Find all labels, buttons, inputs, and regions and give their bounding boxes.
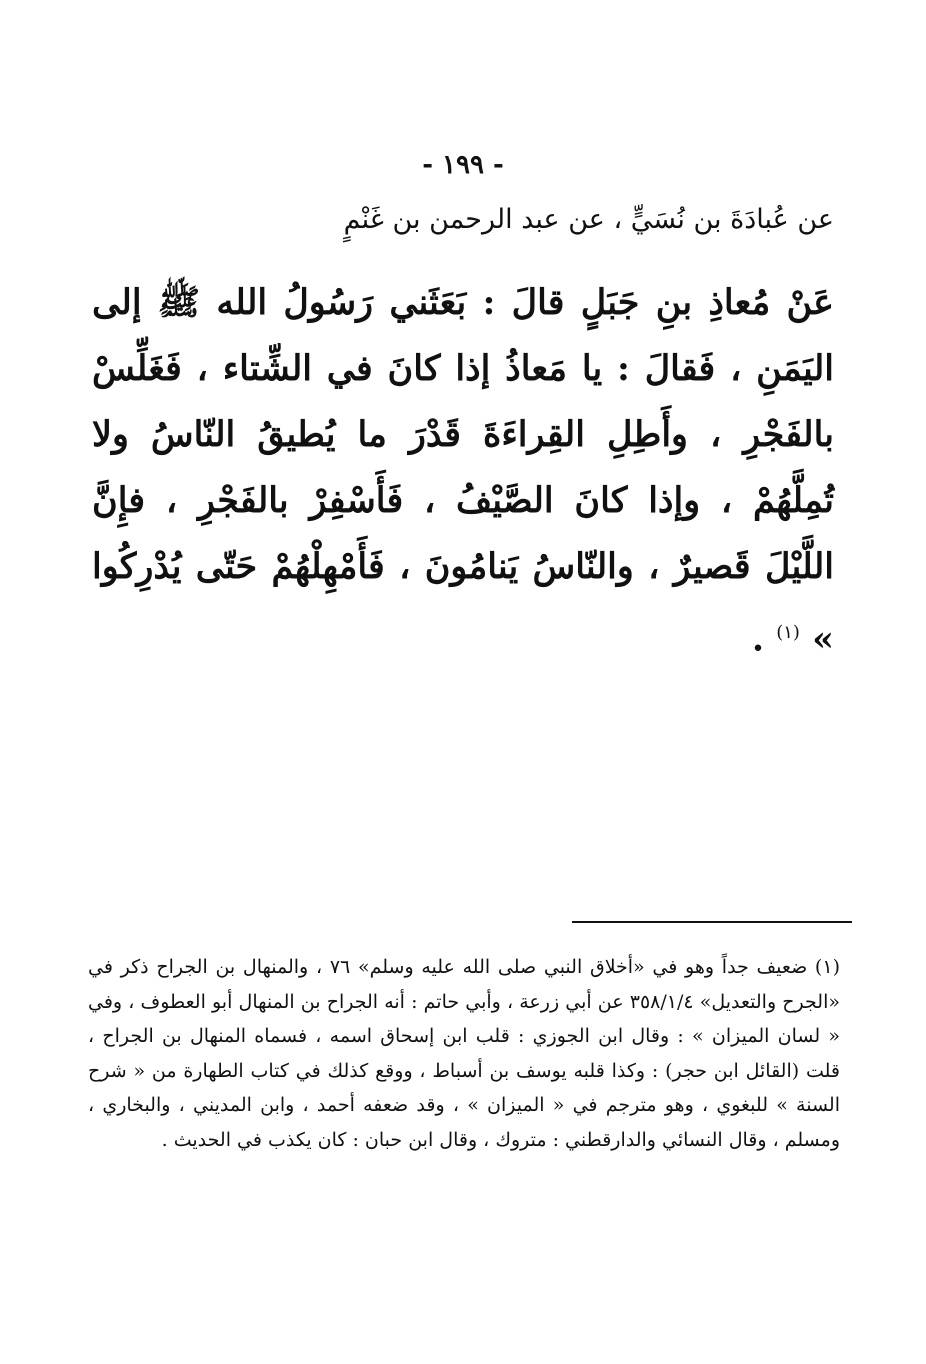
footnote-divider <box>572 921 852 923</box>
page-number: - ١٩٩ - <box>422 150 504 180</box>
isnad-line: عن عُبادَةَ بن نُسَيٍّ ، عن عبد الرحمن بن غَنْمٍ <box>343 204 834 235</box>
hadith-end: . <box>751 618 777 660</box>
hadith-text <box>92 270 834 673</box>
footnote-marker: (١) <box>776 622 800 643</box>
footnote: (١) ضعيف جداً وهو في «أخلاق النبي صلى الله عليه وسلم» ٧٦ ، والمنهال بن الجراح ذكر في «الجرح والتعديل» ٣٥٨/١/٤ عن أبي زرعة ، وأبي حاتم : أنه الجراح بن المنهال أبو العطوف ، وفي « لسان الميزان » : وقال ابن الجوزي : قلب ابن إسحاق اسمه ، فسماه المنهال بن الجراح ، قلت (القائل ابن حجر) : وكذا قلبه يوسف بن أسباط ، ووقع كذلك في كتاب الطهارة من « شرح السنة » للبغوي ، وهو مترجم في « الميزان » ، وقد ضعفه أحمد ، وابن المديني ، والبخاري ، ومسلم ، وقال النسائي والدارقطني : متروك ، وقال ابن حبان : كان يكذب في الحديث . <box>88 956 840 1151</box>
hadith-body: عَنْ مُعاذِ بنِ جَبَلٍ قالَ : بَعَثَني رَسُولُ الله ﷺ إلى اليَمَنِ ، فَقالَ : يا مَعاذُ إذا كانَ في الشِّتاء ، فَغَلِّسْ بالفَجْرِ ، وأَطِلِ القِراءَةَ قَدْرَ ما يُطيقُ النّاسُ ولا تُمِلَّهُمْ ، وإذا كانَ الصَّيْفُ ، فَأَسْفِرْ بالفَجْرِ ، فإِنَّ اللَّيْلَ قَصيرٌ ، والنّاسُ يَنامُونَ ، فَأَمْهِلْهُمْ حَتّى يُدْرِكُوا » <box>92 282 834 660</box>
